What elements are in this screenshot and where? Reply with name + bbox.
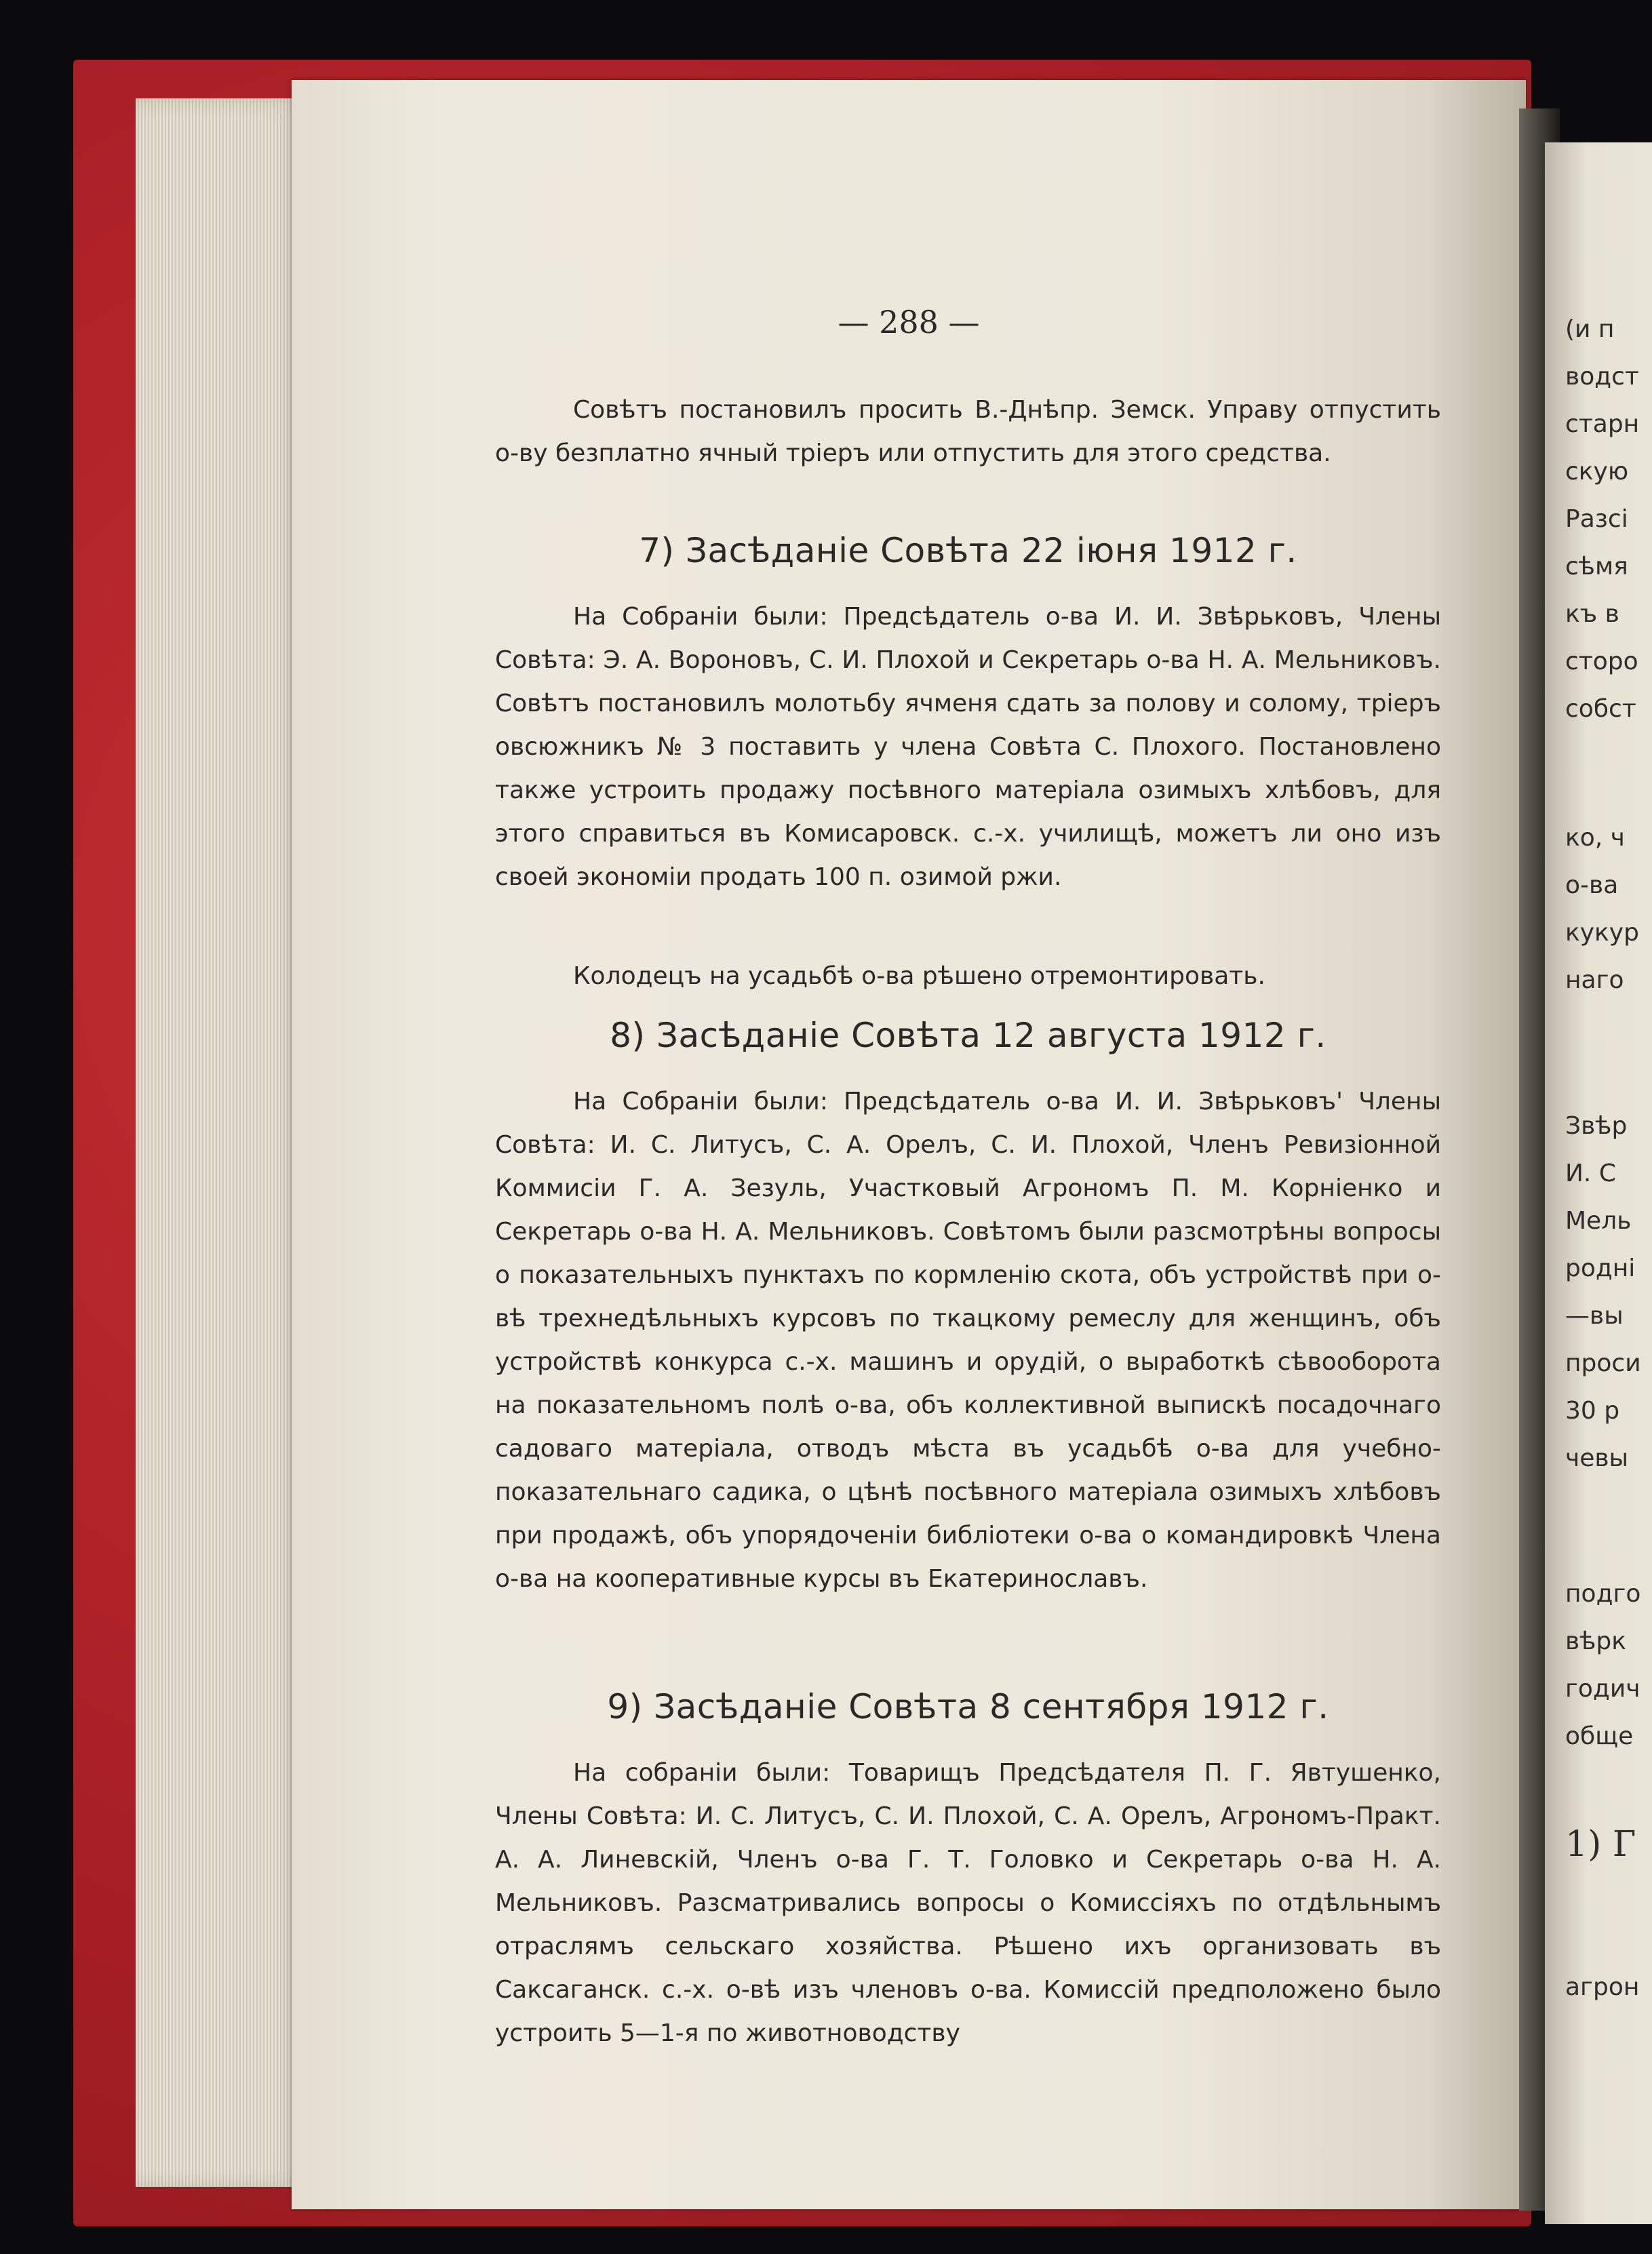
section-heading-8: 8) Засѣданіе Совѣта 12 августа 1912 г.: [610, 1016, 1326, 1055]
right-page-sliver: [1545, 142, 1652, 2224]
page-edges: [136, 98, 305, 2187]
section-7-paragraph-2: Колодецъ на усадьбѣ о-ва рѣшено отремонтировать.: [573, 962, 1265, 990]
next-page-fragment: Звѣр: [1565, 1112, 1628, 1140]
page-text: [292, 80, 1526, 2209]
next-page-fragment: родні: [1565, 1254, 1636, 1282]
next-page-fragment: —вы: [1565, 1302, 1624, 1330]
next-page-fragment: 30 р: [1565, 1397, 1620, 1425]
section-8-paragraph-1: На Собраніи были: Предсѣдатель о-ва И. И. Звѣрьковъ' Члены Совѣта: И. С. Литусъ, С. А. Орелъ, С. И. Плохой, Членъ Ревизіонной Коммисіи Г. А. Зезуль, Участковый Агрономъ П. М. Корніенко и Секретарь о-ва Н. А. Мельниковъ. Совѣтомъ были разсмотрѣны вопросы о показательныхъ пунктахъ по кормленію скота, объ устройствѣ при о-вѣ трехнедѣльныхъ курсовъ по ткацкому ремеслу для женщинъ, объ устройствѣ конкурса с.-х. машинъ и орудій, о выработкѣ сѣвооборота на показательномъ полѣ о-ва, объ коллективной выпискѣ посадочнаго садоваго матеріала, отводъ мѣста въ усадьбѣ о-ва для учебно-показательнаго садика, о цѣнѣ посѣвного матеріала озимыхъ хлѣбовъ при продажѣ, объ упорядоченіи библіотеки о-ва о командировкѣ Члена о-ва на кооперативные курсы въ Екатеринославъ.: [495, 1088, 1441, 1593]
page-number: — 288 —: [838, 304, 980, 340]
next-page-fragment: проси: [1565, 1349, 1641, 1377]
section-heading-7: 7) Засѣданіе Совѣта 22 іюня 1912 г.: [639, 531, 1297, 570]
section-9-paragraph-1: На собраніи были: Товарищъ Предсѣдателя П. Г. Явтушенко, Члены Совѣта: И. С. Литусъ, С. И. Плохой, С. А. Орелъ, Агрономъ-Практ. А. А. Линевскій, Членъ о-ва Г. Т. Головко и Секретарь о-ва Н. А. Мельниковъ. Разсматривались вопросы о Комиссіяхъ по отдѣльнымъ отраслямъ сельскаго хозяйства. Рѣшено ихъ организовать въ Саксаганск. с.-х. о-вѣ изъ членовъ о-ва. Комиссій предположено было устроить 5—1-я по животноводству: [495, 1759, 1441, 2047]
left-page: [292, 80, 1526, 2209]
next-page-fragment: о-ва: [1565, 871, 1619, 899]
next-page-fragment: годич: [1565, 1675, 1640, 1703]
next-page-fragment: сторо: [1565, 648, 1638, 675]
continuation-paragraph: Совѣтъ постановилъ просить В.-Днѣпр. Земск. Управу отпустить о-ву безплатно ячный тріеръ или отпустить для этого средства.: [495, 396, 1441, 467]
next-page-fragment: агрон: [1565, 1973, 1640, 2001]
next-page-fragment: (и п: [1565, 315, 1615, 343]
next-page-fragment: сѣмя: [1565, 553, 1628, 580]
next-page-fragment: старн: [1565, 410, 1640, 438]
next-page-fragment: наго: [1565, 966, 1624, 994]
next-page-fragment: Мель: [1565, 1207, 1632, 1235]
section-7-paragraph-1: На Собраніи были: Предсѣдатель о-ва И. И. Звѣрьковъ, Члены Совѣта: Э. А. Вороновъ, С. И. Плохой и Секретарь о-ва Н. А. Мельниковъ. Совѣтъ постановилъ молотьбу ячменя сдать за полову и солому, тріеръ овсюжникъ № 3 поставить у члена Совѣта С. Плохого. Постановлено также устроить продажу посѣвного матеріала озимыхъ хлѣбовъ, для этого справиться въ Комисаровск. с.-х. училищѣ, можетъ ли оно изъ своей экономіи продать 100 п. озимой ржи.: [495, 603, 1441, 891]
next-page-fragment: кукур: [1565, 919, 1639, 947]
next-page-fragment: собст: [1565, 695, 1636, 723]
next-page-fragment: Разсі: [1565, 505, 1628, 533]
section-heading-9: 9) Засѣданіе Совѣта 8 сентября 1912 г.: [607, 1687, 1329, 1726]
next-page-fragment: чевы: [1565, 1444, 1629, 1472]
next-page-fragment: вѣрк: [1565, 1627, 1626, 1655]
next-page-fragment: скую: [1565, 458, 1629, 486]
next-page-fragment: И. С: [1565, 1160, 1616, 1187]
next-page-fragment: обще: [1565, 1722, 1634, 1750]
next-page-fragment: 1) Г: [1565, 1824, 1636, 1865]
next-page-fragment: къ в: [1565, 600, 1619, 628]
next-page-fragment: ко, ч: [1565, 824, 1625, 852]
next-page-fragment: водст: [1565, 363, 1639, 391]
next-page-fragment: подго: [1565, 1580, 1641, 1608]
